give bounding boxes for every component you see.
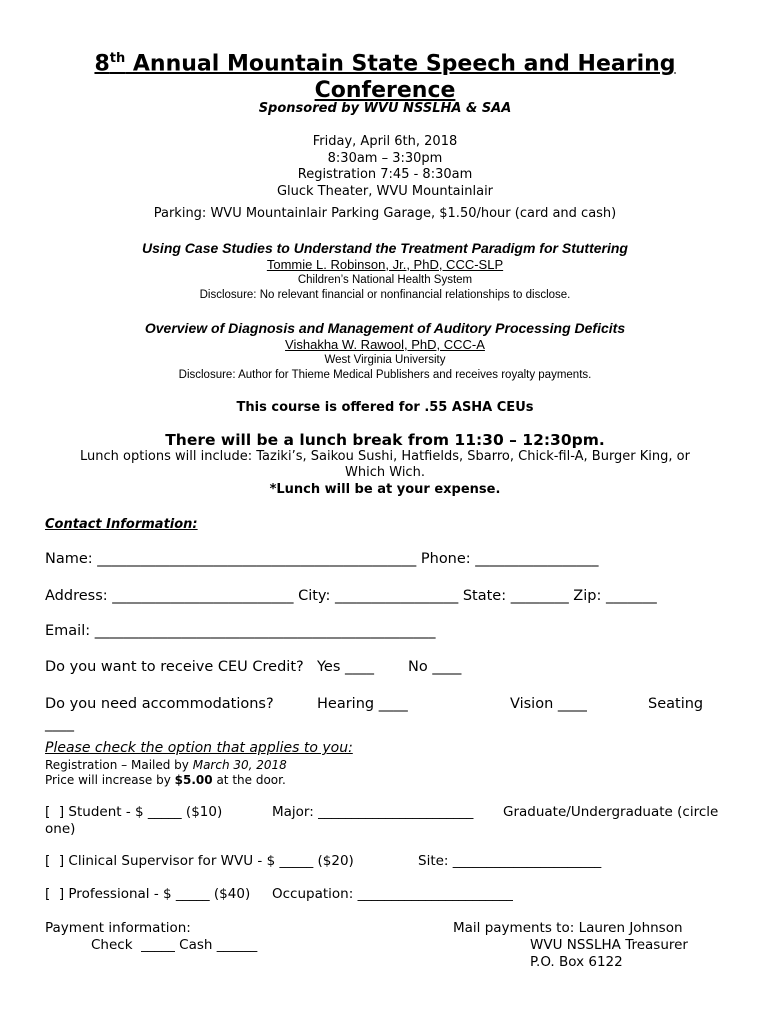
talk-2-disclosure: Disclosure: Author for Thieme Medical Publishers and receives royalty payments.	[178, 369, 592, 381]
address-field[interactable]: Address: _________________________ City: _________________ State: ________ Zip: _______	[45, 588, 657, 604]
accommodation-seating-blank[interactable]: ____	[45, 716, 74, 732]
price-prefix: Price will increase by	[45, 773, 175, 787]
page-title	[40, 45, 730, 104]
event-date: Friday, April 6th, 2018	[312, 134, 458, 149]
clinical-supervisor-option[interactable]: [ ] Clinical Supervisor for WVU - $ _____ ($20)	[45, 853, 354, 869]
price-increase-note	[45, 773, 286, 788]
sponsor-line: Sponsored by WVU NSSLHA & SAA	[258, 101, 512, 116]
lunch-options-line-2: Which Wich.	[345, 465, 425, 480]
talk-1-title: Using Case Studies to Understand the Treatment Paradigm for Stuttering	[142, 240, 628, 256]
email-field[interactable]: Email: _______________________________________________	[45, 623, 436, 639]
accommodations-question: Do you need accommodations?	[45, 696, 274, 712]
payment-methods[interactable]: Check _____ Cash ______	[91, 937, 258, 953]
title-ordinal: 8	[94, 51, 110, 77]
grad-undergrad-choice[interactable]: Graduate/Undergraduate (circle	[503, 804, 719, 820]
mail-to: Mail payments to: Lauren Johnson	[453, 920, 683, 936]
name-phone-field[interactable]: Name: ____________________________________________ Phone: _________________	[45, 551, 599, 567]
site-field[interactable]: Site: ______________________	[418, 853, 602, 869]
talk-2-title: Overview of Diagnosis and Management of Auditory Processing Deficits	[144, 320, 626, 336]
professional-option[interactable]: [ ] Professional - $ _____ ($40)	[45, 886, 251, 902]
ceu-yes-option[interactable]: Yes ____	[317, 659, 375, 675]
lunch-info	[40, 432, 730, 498]
contact-heading: Contact Information:	[45, 517, 198, 532]
options-heading: Please check the option that applies to you:	[45, 740, 353, 756]
talk-1-speaker: Tommie L. Robinson, Jr., PhD, CCC-SLP	[266, 256, 504, 272]
treasurer: WVU NSSLHA Treasurer	[530, 937, 688, 953]
parking-info: Parking: WVU Mountainlair Parking Garage, $1.50/hour (card and cash)	[153, 206, 617, 221]
talk-2	[40, 320, 730, 383]
event-location: Gluck Theater, WVU Mountainlair	[276, 183, 494, 199]
talk-1-affiliation: Children’s National Health System	[297, 274, 473, 286]
registration-deadline-prefix: Registration – Mailed by	[45, 758, 193, 772]
lunch-options-line-1: Lunch options will include: Taziki’s, Saikou Sushi, Hatfields, Sbarro, Chick-fil-A, Burger King, or	[80, 448, 690, 464]
accommodation-hearing[interactable]: Hearing ____	[317, 696, 408, 712]
talk-2-affiliation: West Virginia University	[324, 354, 446, 366]
accommodation-vision[interactable]: Vision ____	[510, 696, 587, 712]
event-details	[40, 134, 730, 200]
ceu-no-option[interactable]: No ____	[408, 659, 462, 675]
major-field[interactable]: Major: _______________________	[272, 804, 474, 820]
registration-deadline-date: March 30, 2018	[192, 758, 287, 772]
ceu-offer: This course is offered for .55 ASHA CEUs	[236, 400, 534, 415]
title-line-2: Conference	[314, 78, 456, 104]
registration-deadline	[45, 758, 287, 773]
title-text: Annual Mountain State Speech and Hearing	[125, 51, 676, 77]
talk-1	[40, 240, 730, 303]
title-ordinal-suffix: th	[109, 51, 126, 66]
grad-undergrad-choice-cont: one)	[45, 821, 76, 837]
price-suffix: at the door.	[212, 773, 286, 787]
talk-1-disclosure: Disclosure: No relevant financial or nonfinancial relationships to disclose.	[199, 289, 571, 301]
payment-label: Payment information:	[45, 920, 191, 936]
lunch-heading: There will be a lunch break from 11:30 – 12:30pm.	[165, 431, 605, 449]
lunch-expense: *Lunch will be at your expense.	[269, 481, 501, 497]
event-time: 8:30am – 3:30pm	[327, 150, 443, 166]
price-amount: $5.00	[174, 773, 213, 787]
talk-2-speaker: Vishakha W. Rawool, PhD, CCC-A	[285, 336, 485, 352]
ceu-question: Do you want to receive CEU Credit?	[45, 659, 304, 675]
event-registration-time: Registration 7:45 - 8:30am	[297, 167, 473, 182]
accommodation-seating[interactable]: Seating	[648, 696, 704, 712]
po-box: P.O. Box 6122	[530, 954, 623, 970]
student-option[interactable]: [ ] Student - $ _____ ($10)	[45, 804, 223, 820]
occupation-field[interactable]: Occupation: _______________________	[272, 886, 513, 902]
